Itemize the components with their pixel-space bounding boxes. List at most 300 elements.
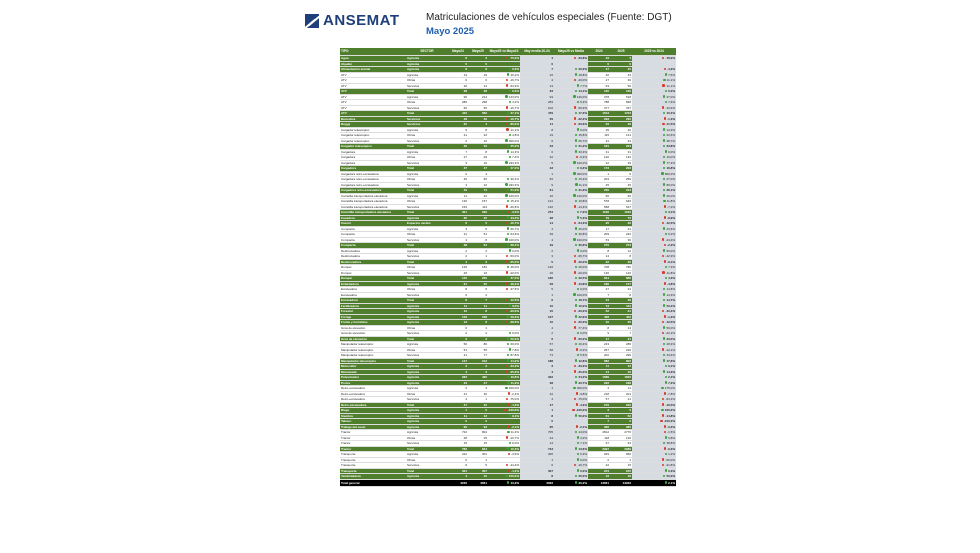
cell-value: 15,4%	[510, 199, 519, 203]
cell-value: 30,4%	[510, 177, 519, 181]
cell-media: 102	[520, 105, 554, 111]
cell-tipo: ATV	[340, 72, 406, 78]
cell-y2025: 39	[610, 160, 632, 166]
cell-tipo: Siembra	[340, 413, 406, 419]
table-total-row	[340, 479, 676, 486]
cell-tipo: Motoazada	[340, 369, 406, 375]
cell-tipo: Excavadora	[340, 292, 406, 298]
cell-value: -33,3%	[577, 364, 587, 368]
cell-value: -100,0%	[507, 408, 519, 412]
cell-sector: Obras	[406, 457, 448, 463]
trend-down-dot-icon	[664, 425, 667, 428]
cell-value: -80,0%	[509, 122, 519, 126]
cell-mayo24: 126	[448, 265, 468, 271]
trend-down-dot-icon	[576, 156, 579, 159]
cell-value: -26,6%	[509, 204, 519, 209]
cell-media: 95	[520, 424, 554, 430]
trend-up-dot-icon	[577, 442, 580, 445]
cell-media: 13	[520, 83, 554, 89]
cell-y2024: 52	[588, 122, 610, 128]
cell-media: 73	[520, 353, 554, 359]
ansemat-logo	[305, 12, 400, 29]
cell-value: 17,6%	[666, 358, 675, 363]
cell-y2024: 181	[588, 144, 610, 150]
cell-mayo24: 37	[448, 166, 468, 172]
cell-value: -25,0%	[577, 369, 587, 374]
cell-media: 10	[520, 193, 554, 199]
cell-y2024: 25	[588, 182, 610, 188]
cell-value: 38,8%	[666, 441, 675, 445]
cell-mayo25: 157	[468, 199, 488, 205]
cell-sector: Agrícola	[406, 226, 448, 232]
cell-y2024: 4	[588, 386, 610, 392]
cell-value: 300,0%	[576, 171, 587, 176]
cell-value: 66,7%	[578, 138, 587, 143]
cell-value: -4,8%	[579, 391, 587, 396]
trend-up-dot-icon	[665, 381, 668, 384]
trend-up-dot-icon	[573, 161, 576, 164]
trend-up-dot-icon	[665, 376, 668, 379]
cell-tipo: ATV	[340, 105, 406, 111]
cell-value: 7,3%	[668, 265, 675, 269]
trend-up-dot-icon	[575, 183, 578, 186]
cell-sector: Agrícola	[406, 248, 448, 254]
cell-y2025: 52	[610, 413, 632, 419]
cell-sector: Obras	[406, 177, 448, 183]
cell-mayo25: 64	[468, 243, 488, 249]
cell-y2025: 30	[610, 78, 632, 84]
cell-value: 14,7%	[666, 298, 675, 302]
cell-value: 2,1%	[668, 480, 675, 485]
cell-value: 18,8%	[578, 72, 587, 77]
cell-value: 0,0%	[580, 457, 587, 462]
cell-y2024: 682	[588, 358, 610, 364]
cell-value: -33,8%	[577, 56, 587, 60]
cell-y2024: 67	[588, 441, 610, 447]
cell-media: 307	[520, 468, 554, 474]
cell-mayo24: 2	[448, 336, 468, 342]
cell-mayo24: 3	[448, 160, 468, 166]
cell-media: 146	[520, 265, 554, 271]
cell-tipo: Transporte	[340, 468, 406, 474]
cell-value: 36,1%	[666, 188, 675, 192]
cell-y2024: 377	[588, 105, 610, 111]
cell-value: 100,0%	[508, 386, 519, 390]
cell-tipo: Total general	[340, 479, 406, 486]
cell-mayo25: 0	[468, 408, 488, 414]
cell-media: 1	[520, 292, 554, 298]
cell-tipo: Riego	[340, 408, 406, 414]
cell-media: 58	[520, 347, 554, 353]
cell-media: 6	[520, 149, 554, 155]
cell-value: 9,3%	[580, 166, 587, 170]
cell-mayo24: 8	[448, 67, 468, 73]
cell-value: -40,4%	[665, 309, 675, 313]
cell-media: 43	[520, 166, 554, 172]
cell-value: -4,3%	[667, 67, 675, 71]
cell-y2024: 1589	[588, 375, 610, 381]
cell-value: 27,0%	[510, 166, 519, 170]
cell-value: 23,8%	[666, 144, 675, 148]
cell-value: -16,7%	[509, 221, 519, 225]
cell-value: -5,2%	[579, 347, 587, 352]
cell-value: 23,7%	[578, 380, 587, 385]
cell-value: -16,7%	[509, 78, 519, 82]
cell-value: 100,0%	[664, 408, 675, 412]
cell-media: 705	[520, 430, 554, 436]
cell-media: 32	[520, 155, 554, 161]
cell-value: 15,8%	[578, 133, 587, 137]
cell-mayo25: 8	[468, 237, 488, 243]
cell-media: 322	[520, 375, 554, 381]
cell-sector: Agrícola	[406, 309, 448, 315]
cell-tipo: Excavadora	[340, 287, 406, 293]
cell-value: -78,9%	[665, 56, 675, 60]
cell-tipo: ATV	[340, 100, 406, 106]
registrations-table	[340, 48, 676, 487]
cell-mayo24: 96	[448, 94, 468, 100]
cell-value: -16,7%	[577, 463, 587, 467]
trend-down-dot-icon	[508, 453, 511, 456]
cell-value: 22,6%	[578, 314, 587, 319]
cell-tipo: Dumper	[340, 276, 406, 282]
cell-value: -16,7%	[509, 116, 519, 121]
trend-up-dot-icon	[661, 172, 664, 175]
cell-mayo24: 2	[448, 331, 468, 337]
cell-media: 10	[520, 320, 554, 326]
cell-y2025: 45	[610, 67, 632, 73]
cell-media: 49	[520, 243, 554, 249]
trend-down-dot-icon	[508, 211, 511, 214]
cell-value: 30,6%	[578, 243, 587, 247]
cell-mayo24: 32	[448, 144, 468, 150]
cell-y2025: 20	[610, 259, 632, 265]
cell-tipo: Carretilla transportadora elevadora	[340, 204, 406, 210]
cell-y2024: 204	[588, 177, 610, 183]
cell-value: 25,0%	[578, 226, 587, 231]
cell-mayo25: 5	[468, 226, 488, 232]
cell-tipo: Tractor	[340, 446, 406, 452]
cell-mayo25: 11	[468, 303, 488, 309]
cell-value: 30,8%	[578, 232, 587, 236]
cell-mayo25: 60	[468, 177, 488, 183]
cell-sector	[406, 479, 448, 486]
cell-y2025: 452	[610, 314, 632, 320]
cell-value: 26,3%	[510, 314, 519, 319]
cell-value: 16,8%	[666, 166, 675, 170]
cell-y2025: 1622	[610, 375, 632, 381]
cell-mayo24: 15	[448, 441, 468, 447]
cell-mayo25: 200	[468, 276, 488, 282]
cell-mayo24: 2	[448, 254, 468, 260]
cell-y2025: 45	[610, 182, 632, 188]
trend-up-dot-icon	[577, 354, 580, 357]
cell-y2025: 222	[610, 232, 632, 238]
trend-up-dot-icon	[665, 73, 668, 76]
cell-value: 4,3%	[668, 276, 675, 280]
cell-media: 16	[520, 72, 554, 78]
trend-up-dot-icon	[663, 79, 666, 82]
cell-tipo: Enfardadora	[340, 281, 406, 287]
cell-mayo24: 38	[448, 243, 468, 249]
cell-tipo: Agua	[340, 56, 406, 62]
cell-y2025: 518	[610, 94, 632, 100]
cell-value: -1,3%	[667, 314, 675, 319]
cell-y2024: 218	[588, 391, 610, 397]
cell-tipo: Barredora	[340, 116, 406, 122]
cell-value: 7,8%	[512, 347, 519, 352]
cell-mayo25: 40	[468, 215, 488, 221]
cell-value: 0,0%	[580, 468, 587, 473]
cell-sector: Total	[406, 446, 448, 452]
cell-y2024: 202	[588, 353, 610, 359]
cell-sector: Total	[406, 111, 448, 117]
cell-mayo25: 47	[468, 166, 488, 172]
cell-y2025: 238	[610, 380, 632, 386]
cell-media: 61	[520, 188, 554, 194]
cell-value: 60,0%	[510, 342, 519, 346]
cell-sector: Agrícola	[406, 342, 448, 348]
cell-media: 39	[520, 232, 554, 238]
cell-y2024: 19	[588, 56, 610, 62]
cell-value: -63,6%	[577, 122, 587, 126]
cell-y2024: 578	[588, 199, 610, 205]
cell-value: -4,8%	[667, 281, 675, 286]
cell-mayo24: 136	[448, 199, 468, 205]
cell-y2024: 73	[588, 303, 610, 309]
cell-y2025: 202	[610, 166, 632, 172]
cell-mayo24: 21	[448, 133, 468, 139]
cell-media: 20	[520, 270, 554, 276]
cell-mayo24: 41	[448, 353, 468, 359]
cell-y2024: 17	[588, 336, 610, 342]
cell-tipo: Cargadora retro-excavadora	[340, 182, 406, 188]
cell-value: -75,0%	[509, 56, 519, 60]
cell-sector: Total	[406, 298, 448, 304]
cell-value: -1,3%	[667, 116, 675, 121]
cell-mayo24: 31	[448, 232, 468, 238]
cell-mayo24: 2	[448, 248, 468, 254]
cell-media: 2	[520, 248, 554, 254]
col-header-2024: 2024	[588, 48, 610, 56]
cell-y2025: 120	[610, 270, 632, 276]
cell-y2024: 52	[588, 309, 610, 315]
trend-up-dot-icon	[577, 469, 580, 472]
cell-tipo: Transporte	[340, 463, 406, 469]
cell-y2025: 72	[610, 215, 632, 221]
cell-y2024: 22	[588, 259, 610, 265]
cell-tipo: Compacta	[340, 243, 406, 249]
trend-down-dot-icon	[508, 403, 511, 406]
cell-sector: Agrícola	[406, 386, 448, 392]
cell-value: -20,0%	[577, 270, 587, 275]
cell-sector: Agrícola	[406, 61, 448, 67]
cell-mayo25: 5	[468, 287, 488, 293]
cell-value: 2,1%	[668, 375, 675, 379]
cell-y2024: 17	[588, 226, 610, 232]
cell-value: -38,5%	[509, 320, 519, 324]
trend-up-dot-icon	[577, 453, 580, 456]
cell-value: 50,0%	[666, 474, 675, 478]
cell-value: 233,3%	[508, 160, 519, 165]
cell-mayo24: 1	[448, 408, 468, 414]
cell-value: 11,8%	[666, 199, 675, 203]
cell-tipo: Carretilla transportadora elevadora	[340, 199, 406, 205]
cell-mayo24: 30	[448, 215, 468, 221]
cell-y2025: 46	[610, 122, 632, 128]
cell-y2024: 458	[588, 314, 610, 320]
trend-down-dot-icon	[576, 403, 579, 406]
table-header-row	[340, 48, 676, 56]
cell-y2025: 130	[610, 89, 632, 95]
trend-up-dot-icon	[509, 134, 512, 137]
trend-up-dot-icon	[665, 277, 668, 280]
cell-sector: Servicios	[406, 397, 448, 403]
cell-value: -3,5%	[511, 452, 519, 456]
cell-value: -64,3%	[577, 221, 587, 225]
cell-value: -20,0%	[509, 270, 519, 275]
cell-mayo24: 20	[448, 122, 468, 128]
trend-up-dot-icon	[663, 200, 666, 203]
cell-media: 4	[520, 56, 554, 62]
cell-mayo24: 147	[448, 358, 468, 364]
cell-tipo: Forestal	[340, 309, 406, 315]
cell-media: 283	[520, 100, 554, 106]
cell-mayo24: 95	[448, 424, 468, 430]
cell-media: 132	[520, 204, 554, 210]
cell-y2024: 115	[588, 133, 610, 139]
cell-y2024: 31	[588, 138, 610, 144]
cell-value: 23,5%	[666, 336, 675, 341]
cell-mayo24: 2	[448, 386, 468, 392]
cell-mayo25: 8	[468, 309, 488, 315]
cell-mayo24: 11	[448, 413, 468, 419]
trend-up-dot-icon	[665, 233, 668, 236]
trend-up-dot-icon	[661, 387, 664, 390]
col-header-tipo: TIPO	[340, 48, 406, 56]
cell-mayo25: 8	[468, 149, 488, 155]
cell-y2025: 18	[610, 474, 632, 480]
cell-mayo24: 4	[448, 474, 468, 480]
cell-media: 52	[520, 177, 554, 183]
trend-down-dot-icon	[664, 447, 667, 450]
cell-value: -2,1%	[579, 424, 587, 429]
cell-mayo24: 4	[448, 369, 468, 375]
cell-sector: Agrícola	[406, 67, 448, 73]
cell-media: 188	[520, 358, 554, 364]
cell-value: 0,3%	[580, 452, 587, 456]
cell-mayo25: 3	[468, 259, 488, 265]
cell-mayo25: 93	[468, 424, 488, 430]
trend-up-dot-icon	[577, 211, 580, 214]
cell-sector: Total	[406, 144, 448, 150]
cell-mayo25: 45	[468, 402, 488, 408]
cell-value: 21,2%	[578, 144, 587, 148]
cell-media: 5	[520, 160, 554, 166]
cell-value: 9,1%	[668, 364, 675, 368]
cell-value: 7,5%	[668, 72, 675, 77]
cell-value: -10,7%	[509, 435, 519, 440]
cell-value: -77,4%	[577, 325, 587, 330]
cell-mayo25: 47	[468, 380, 488, 386]
cell-mayo24: 0	[448, 325, 468, 331]
cell-value: 100,0%	[576, 292, 587, 297]
cell-value: 14,3%	[510, 149, 519, 154]
cell-mayo25: 4	[468, 122, 488, 128]
cell-value: 175,0%	[664, 386, 675, 390]
cell-media: 93	[520, 94, 554, 100]
cell-mayo24: 0	[448, 78, 468, 84]
cell-value: -2,1%	[511, 424, 519, 429]
cell-media: 4	[520, 325, 554, 331]
cell-y2025: 8	[610, 254, 632, 260]
trend-up-dot-icon	[577, 167, 580, 170]
cell-value: 0,0%	[580, 331, 587, 335]
cell-mayo25: 307	[468, 468, 488, 474]
cell-y2024: 0	[588, 61, 610, 67]
cell-y2025: 259	[610, 177, 632, 183]
cell-mayo24: 9	[448, 127, 468, 133]
cell-value: 123,0%	[508, 94, 519, 99]
trend-up-dot-icon	[509, 68, 512, 71]
cell-tipo: Transporte	[340, 457, 406, 463]
cell-sector: Obras	[406, 265, 448, 271]
cell-mayo24: 11	[448, 303, 468, 309]
cell-value: 800,0%	[664, 171, 675, 176]
cell-sector: Agrícola	[406, 424, 448, 430]
cell-mayo24: 3	[448, 226, 468, 232]
cell-y2024: 1543	[588, 111, 610, 117]
cell-tipo: Manipulador telescópico	[340, 358, 406, 364]
cell-media: 11	[520, 122, 554, 128]
cell-mayo24: 0	[448, 457, 468, 463]
trend-up-dot-icon	[573, 238, 576, 241]
cell-mayo25: 10	[468, 138, 488, 144]
cell-y2024: 79	[588, 215, 610, 221]
cell-y2025: 14	[610, 325, 632, 331]
cell-value: -50,0%	[509, 254, 519, 258]
trend-up-dot-icon	[665, 211, 668, 214]
cell-y2024: 25	[588, 221, 610, 227]
cell-tipo: Cargadora	[340, 160, 406, 166]
cell-mayo24: 284	[448, 375, 468, 381]
cell-tipo: Retro-excavadora	[340, 397, 406, 403]
cell-tipo: Cargadora retro-excavadora	[340, 177, 406, 183]
trend-down-dot-icon	[662, 271, 665, 274]
cell-y2025: 760	[610, 265, 632, 271]
cell-mayo25: 4	[468, 386, 488, 392]
cell-value: 0,0%	[512, 67, 519, 71]
cell-y2025: 802	[610, 358, 632, 364]
cell-value: -8,9%	[667, 215, 675, 220]
trend-up-dot-icon	[665, 469, 668, 472]
cell-sector: Obras	[406, 325, 448, 331]
cell-mayo25: 25	[468, 281, 488, 287]
cell-sector: Servicios	[406, 122, 448, 128]
cell-media: 14	[520, 441, 554, 447]
cell-tipo: Fertilizadora	[340, 303, 406, 309]
cell-value: 11,1%	[578, 182, 587, 187]
cell-value: 68,4%	[510, 243, 519, 247]
cell-mayo24: 3	[448, 182, 468, 188]
trend-up-dot-icon	[577, 458, 580, 461]
cell-sector: Agrícola	[406, 314, 448, 320]
cell-value: 14,8%	[666, 287, 675, 291]
cell-value: -66,7%	[577, 254, 587, 258]
cell-value: -12,1%	[665, 347, 675, 352]
cell-sector: Total	[406, 259, 448, 265]
cell-sector: Total	[406, 188, 448, 194]
